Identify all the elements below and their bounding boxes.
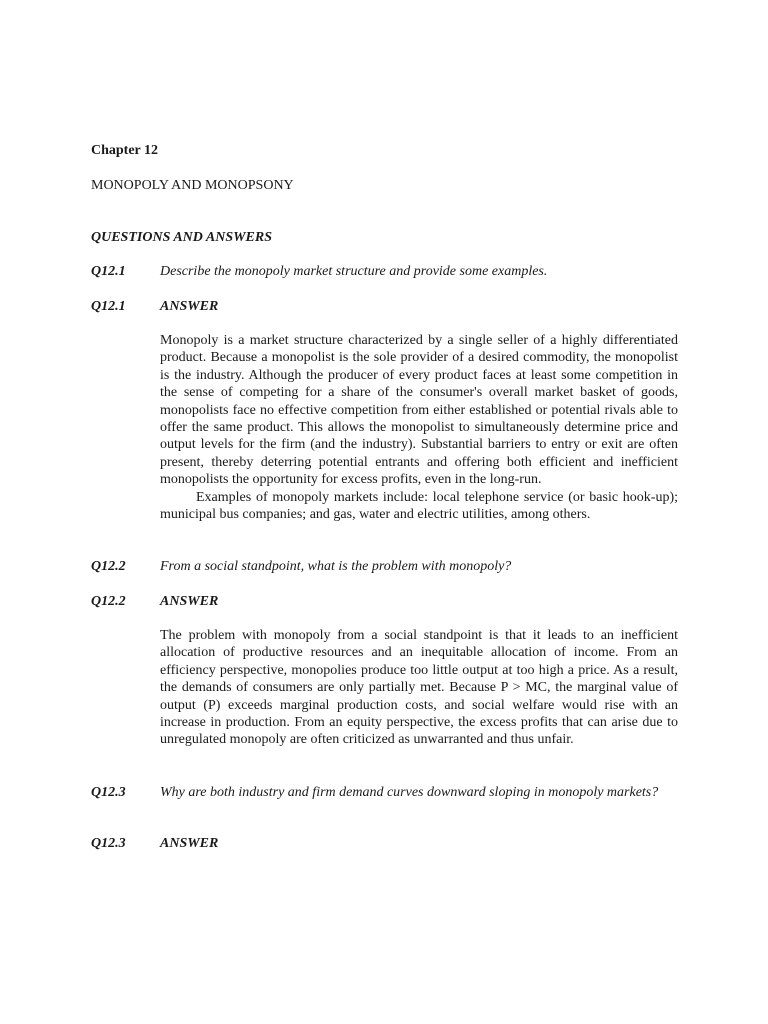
answer-label: Q12.1 (91, 299, 126, 314)
question-text: Describe the monopoly market structure and provide some examples. (160, 264, 548, 279)
answer-heading: ANSWER (160, 594, 219, 609)
section-heading: QUESTIONS AND ANSWERS (91, 230, 273, 245)
answer-heading: ANSWER (160, 299, 219, 314)
question-label: Q12.1 (91, 264, 126, 279)
question-text: Why are both industry and firm demand curves downward sloping in monopoly markets? (160, 785, 659, 800)
answer-paragraph: Examples of monopoly markets include: local telephone service (or basic hook-up); municipal bus companies; and gas, water and electric utilities, among others. (160, 489, 678, 523)
answer-body-q12-2 (160, 627, 678, 749)
question-text: From a social standpoint, what is the problem with monopoly? (160, 559, 512, 574)
question-label: Q12.3 (91, 785, 126, 800)
answer-paragraph: The problem with monopoly from a social standpoint is that it leads to an inefficient allocation of productive resources and an inequitable allocation of income. From an efficiency perspective, monopolies produce too little output at too high a price. As a result, the demands of consumers are only partially met. Because P > MC, the marginal value of output (P) exceeds marginal production costs, and social welfare would rise with an increase in production. From an equity perspective, the excess profits that can arise due to unregulated monopoly are often criticized as unwarranted and thus unfair. (160, 628, 678, 748)
answer-body-q12-1 (160, 332, 678, 523)
answer-label: Q12.2 (91, 594, 126, 609)
chapter-title: MONOPOLY AND MONOPSONY (91, 178, 294, 193)
answer-paragraph: Monopoly is a market structure characterized by a single seller of a highly differentiated product. Because a monopolist is the sole provider of a desired commodity, the monopolist is the industry. Although the producer of every product faces at least some competition in the sense of competing for a share of the consumer's overall market basket of goods, monopolists face no effective competition from either established or potential rivals able to offer the same product. This allows the monopolist to simultaneously determine price and output levels for the firm (and the industry). Substantial barriers to entry or exit are often present, thereby deterring potential entrants and offering both efficient and inefficient monopolists the opportunity for excess profits, even in the long-run. (160, 333, 678, 488)
answer-label: Q12.3 (91, 836, 126, 851)
chapter-number: Chapter 12 (91, 143, 159, 158)
question-label: Q12.2 (91, 559, 126, 574)
answer-heading: ANSWER (160, 836, 219, 851)
